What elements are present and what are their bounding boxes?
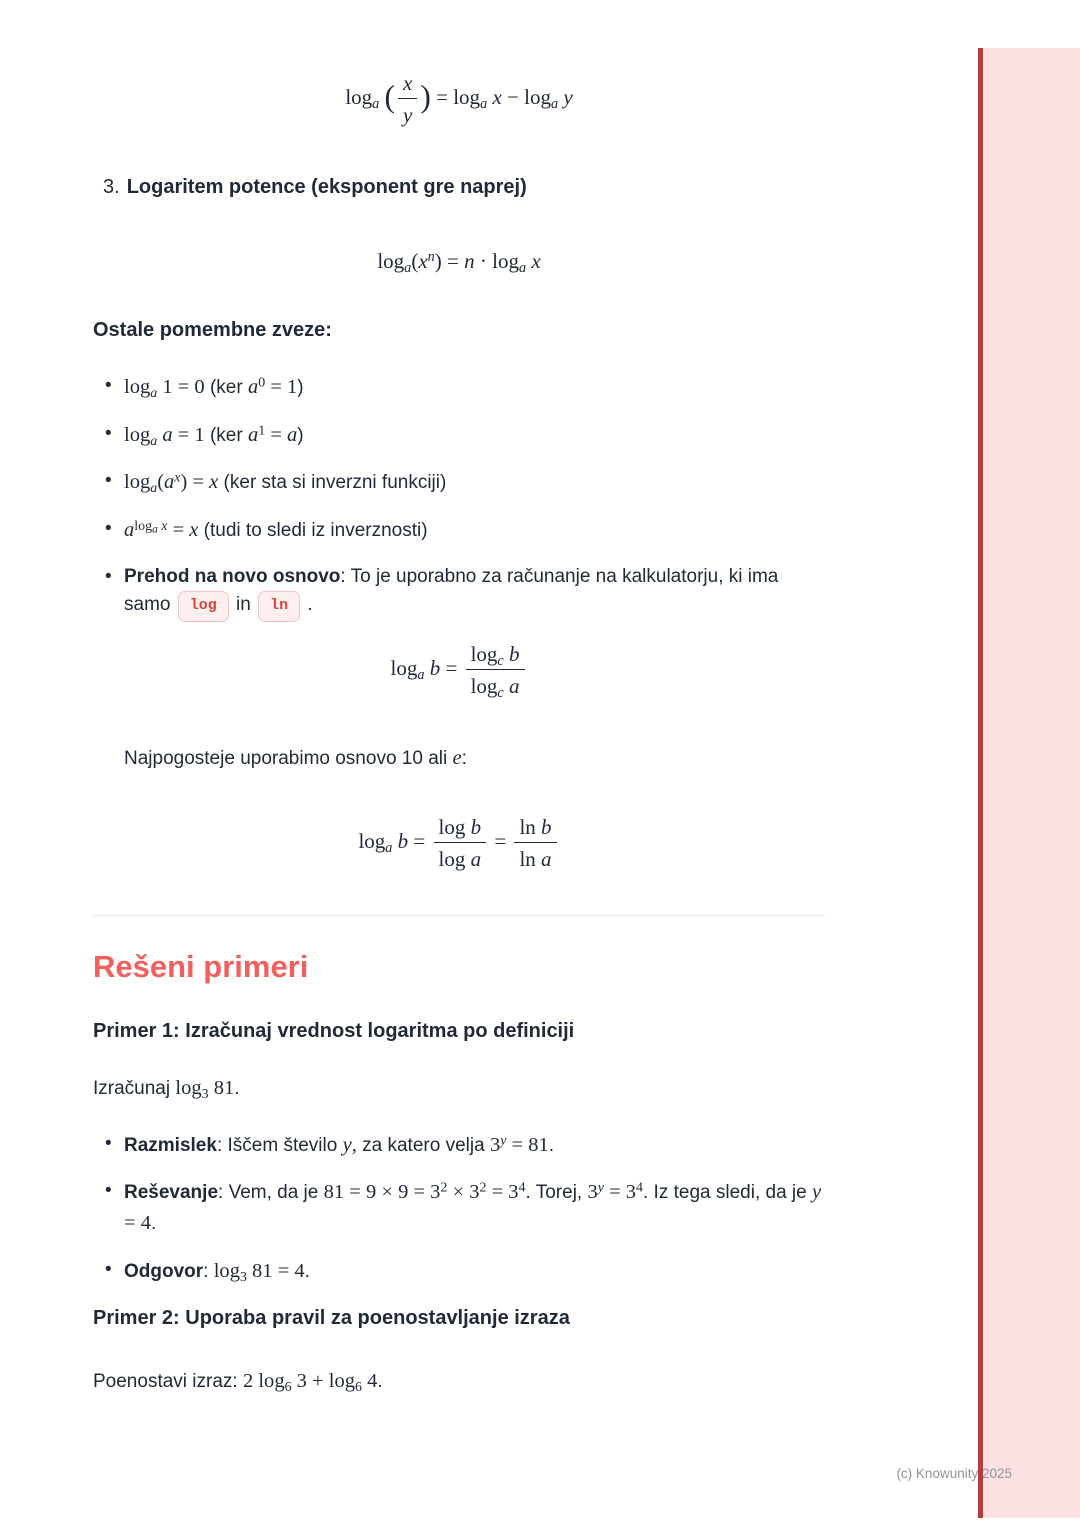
text-fragment: Najpogosteje uporabimo osnovo 10 ali — [124, 748, 453, 770]
code-chip-log: log — [178, 591, 229, 622]
text-fragment: ) — [297, 424, 304, 446]
text-fragment: . Iz tega sledi, da je — [643, 1182, 812, 1204]
text-fragment: . — [234, 1077, 240, 1099]
list-item-razmislek — [105, 1130, 825, 1161]
section-number: 3. — [103, 175, 120, 198]
poenostavi-line — [93, 1366, 825, 1397]
section-title: Logaritem potence (eksponent gre naprej) — [126, 175, 527, 198]
math-log3-81: $\log_3 81$ — [175, 1076, 235, 1102]
base-10-e-note — [93, 743, 825, 774]
section-divider — [93, 915, 825, 916]
page-edge-stripe — [978, 48, 1080, 1518]
section-heading-power — [93, 173, 825, 201]
math-e: e — [452, 747, 462, 770]
math-a-pow-zero: $a^0 = 1$ — [247, 375, 298, 398]
list-item-resevanje — [105, 1177, 825, 1239]
list-item-pow-inverse — [105, 515, 825, 546]
relations-list — [93, 372, 825, 623]
text-fragment: . — [302, 594, 313, 616]
math-y-eq-4: y = 4 — [124, 1181, 822, 1235]
formula-power-rule: $\log_a(x^n) = n \cdot \log_a x$ — [377, 248, 541, 276]
math-simplify-expr: 2 $\log_6 3 + \log_6 4$ — [242, 1369, 378, 1395]
page-edge-line — [978, 48, 983, 1518]
math-a-pow-one: $a^1 = a$ — [247, 422, 298, 446]
other-relations-heading: Ostale pomembne zveze: — [93, 318, 332, 341]
text-fragment: Izračunaj — [93, 1077, 176, 1099]
math-three-pow-y-81: $3^y = 81$ — [489, 1132, 549, 1156]
math-log3-81-eq-4: $\log_3 81 = 4$ — [213, 1259, 305, 1285]
formula-base-change: $\log_a b$ = $\frac{\log_c b}{\log_c a}$ — [93, 641, 825, 700]
bold-label: Prehod na novo osnovo — [124, 565, 341, 587]
formula-quotient-rule: $\log_a$ ( $\frac{x}{y}$ ) = $\log_a x - \log_a y$ — [345, 71, 573, 128]
content-column — [93, 0, 825, 1397]
primer2-heading: Primer 2: Uporaba pravil za poenostavljanje izraza — [93, 1306, 570, 1329]
copyright-footer: (c) Knowunity 2025 — [896, 1466, 1012, 1481]
code-chip-ln: ln — [258, 591, 300, 622]
list-item-log-one — [105, 372, 825, 403]
formula-base-change-10-e: $\log_a b$ = $\frac{\text{log b}}{\text{log a}}$ = $\frac{\text{ln b}}{\text{ln a}}$ — [93, 814, 825, 873]
text-fragment: Poenostavi izraz: — [93, 1370, 243, 1392]
text-fragment: (ker sta si inverzni funkciji) — [218, 472, 447, 494]
primer1-steps-list — [93, 1130, 825, 1287]
text-fragment: . — [377, 1370, 383, 1392]
text-fragment: (ker — [204, 424, 248, 446]
math-log-self: $\log_a a = 1$ — [124, 423, 205, 449]
primer1-heading: Primer 1: Izračunaj vrednost logaritma po definiciji — [93, 1019, 575, 1042]
bold-label: Odgovor — [124, 1260, 204, 1282]
list-item-base-change — [105, 563, 825, 623]
text-fragment: : Vem, da je — [218, 1182, 324, 1204]
bold-label: Reševanje — [124, 1182, 219, 1204]
math-y: y, — [342, 1133, 357, 1156]
text-fragment: za katero velja — [356, 1134, 490, 1156]
text-fragment: . — [548, 1134, 555, 1156]
list-item-odgovor — [105, 1256, 825, 1287]
text-fragment: . — [150, 1213, 157, 1235]
bold-label: Razmislek — [124, 1134, 217, 1156]
solved-examples-heading: Rešeni primeri — [93, 948, 309, 984]
math-log-one: $\log_a 1 = 0$ — [124, 375, 205, 401]
text-fragment: . Torej, — [525, 1182, 588, 1204]
math-pow-inverse: $a^{log_a x} = x$ — [124, 518, 199, 542]
text-fragment: : To je uporabno za računanje na kalkulatorju, ki ima samo — [124, 565, 779, 616]
text-fragment: ) — [297, 376, 304, 398]
text-fragment: : — [461, 748, 467, 770]
text-fragment: . — [304, 1260, 310, 1282]
math-three-pow-y-eq: $3^y = 3^4$ — [587, 1180, 643, 1204]
text-fragment: : Iščem število — [216, 1134, 343, 1156]
text-fragment: in — [230, 594, 257, 616]
list-item-log-self — [105, 420, 825, 451]
math-log-inverse: $\log_a(a^x) = x$ — [124, 470, 219, 497]
izracunaj-line — [93, 1073, 825, 1104]
text-fragment: : — [203, 1260, 214, 1282]
list-item-log-inverse — [105, 467, 825, 498]
math-decompose-81: $81 = 9 \times 9 = 3^2 \times 3^2 = 3^4$ — [323, 1180, 526, 1204]
text-fragment: (tudi to sledi iz inverznosti) — [198, 520, 428, 542]
text-fragment: (ker — [204, 376, 248, 398]
